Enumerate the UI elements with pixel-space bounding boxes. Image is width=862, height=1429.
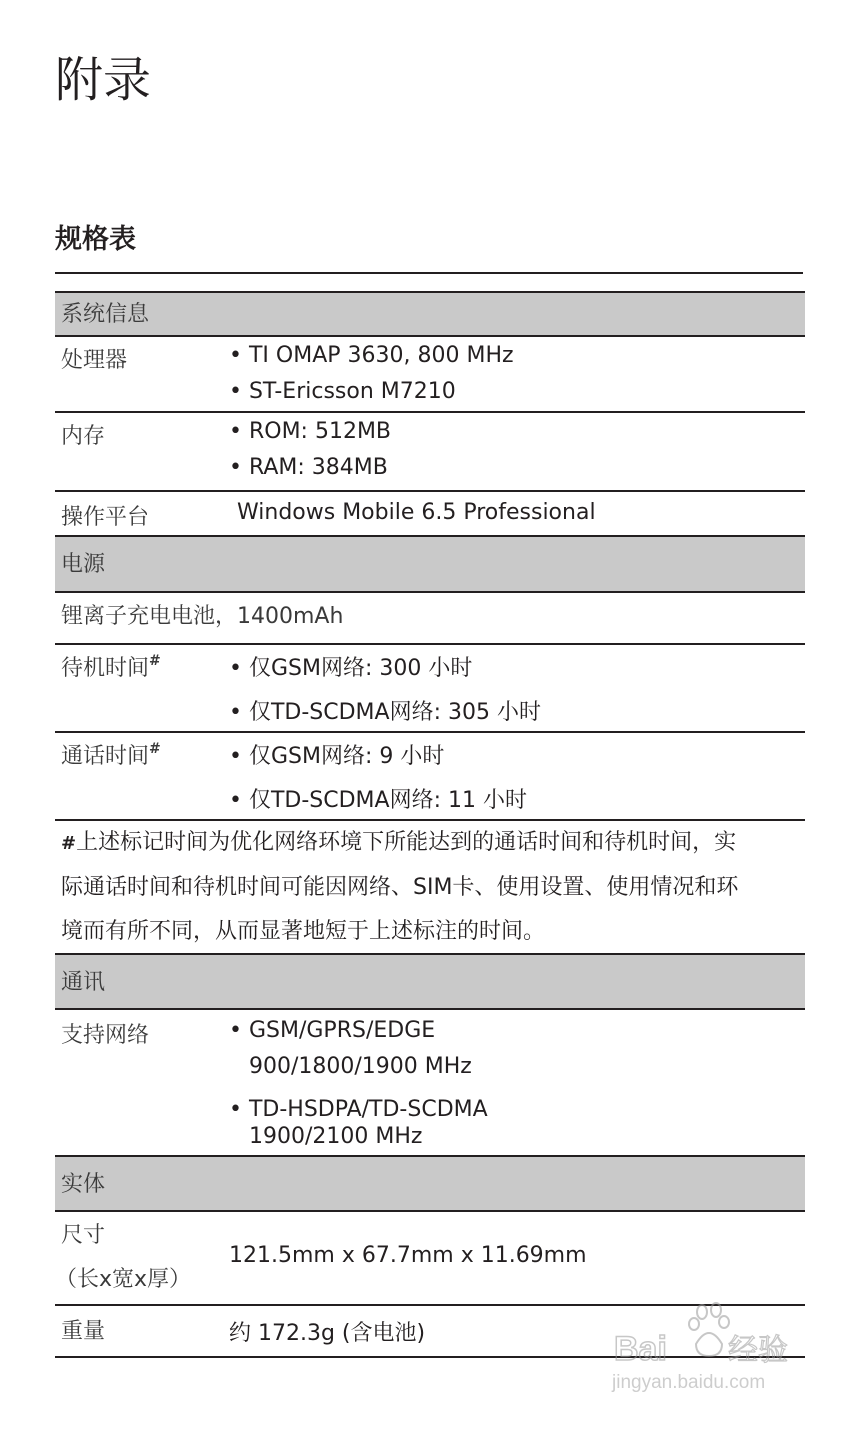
rom-value: • ROM: 512MB [229,419,392,444]
spec-table [55,291,805,1358]
footnote-line-3: 境而有所不同，从而显著地短于上述标注的时间。 [61,919,546,944]
battery-row [55,593,805,645]
size-value: 121.5mm x 67.7mm x 11.69mm [229,1243,587,1268]
network-gsm: • GSM/GPRS/EDGE [229,1018,436,1043]
physical-section-header: 实体 [55,1157,805,1212]
svg-text:Bai: Bai [614,1330,667,1368]
platform-label: 操作平台 [61,505,150,530]
baidu-jingyan-watermark [610,1300,810,1395]
memory-label: 内存 [61,424,106,449]
networks-row [55,1010,805,1157]
talk-label: 通话时间# [61,741,161,769]
weight-label: 重量 [61,1319,106,1344]
talk-row [55,733,805,821]
footnote-line-2: 际通话时间和待机时间可能因网络、SIM卡、使用设置、使用情况和环 [61,875,739,900]
size-dimensions-note: （长x宽x厚） [55,1267,192,1292]
processor-value-1: • TI OMAP 3630, 800 MHz [229,343,514,368]
standby-label: 待机时间# [61,653,161,681]
talk-tdscdma: • 仅TD-SCDMA网络: 11 小时 [229,788,527,813]
weight-value: 约 172.3g (含电池) [229,1321,426,1346]
processor-row [55,337,805,413]
footnote-mark: # [149,741,161,757]
standby-tdscdma: • 仅TD-SCDMA网络: 305 小时 [229,700,541,725]
power-section-header: 电源 [55,537,805,593]
comm-section-header: 通讯 [55,953,805,1010]
section-title: 规格表 [55,224,136,255]
network-td-bands: 1900/2100 MHz [249,1124,423,1149]
standby-row [55,645,805,733]
network-gsm-bands: 900/1800/1900 MHz [249,1054,472,1079]
platform-value: Windows Mobile 6.5 Professional [237,500,596,525]
standby-gsm: • 仅GSM网络: 300 小时 [229,656,473,681]
title-rule [55,272,803,274]
memory-row [55,413,805,492]
networks-label: 支持网络 [61,1023,150,1048]
svg-text:经验: 经验 [728,1333,788,1368]
ram-value: • RAM: 384MB [229,455,388,480]
page-title: 附录 [55,52,152,108]
size-row [55,1212,805,1306]
footnote-line-1: 上述标记时间为优化网络环境下所能达到的通话时间和待机时间，实 [76,830,737,855]
footnote-mark: # [149,653,161,669]
platform-row [55,492,805,537]
processor-label: 处理器 [61,348,128,373]
battery-value: 锂离子充电电池，1400mAh [61,604,344,629]
network-td: • TD-HSDPA/TD-SCDMA [229,1097,488,1122]
svg-text:jingyan.baidu.com: jingyan.baidu.com [612,1372,766,1393]
processor-value-2: • ST-Ericsson M7210 [229,379,456,404]
talk-gsm: • 仅GSM网络: 9 小时 [229,744,445,769]
footnote-mark: # [61,833,77,854]
system-section-header: 系统信息 [55,291,805,337]
size-label: 尺寸 [61,1223,106,1248]
footnote [55,821,805,953]
